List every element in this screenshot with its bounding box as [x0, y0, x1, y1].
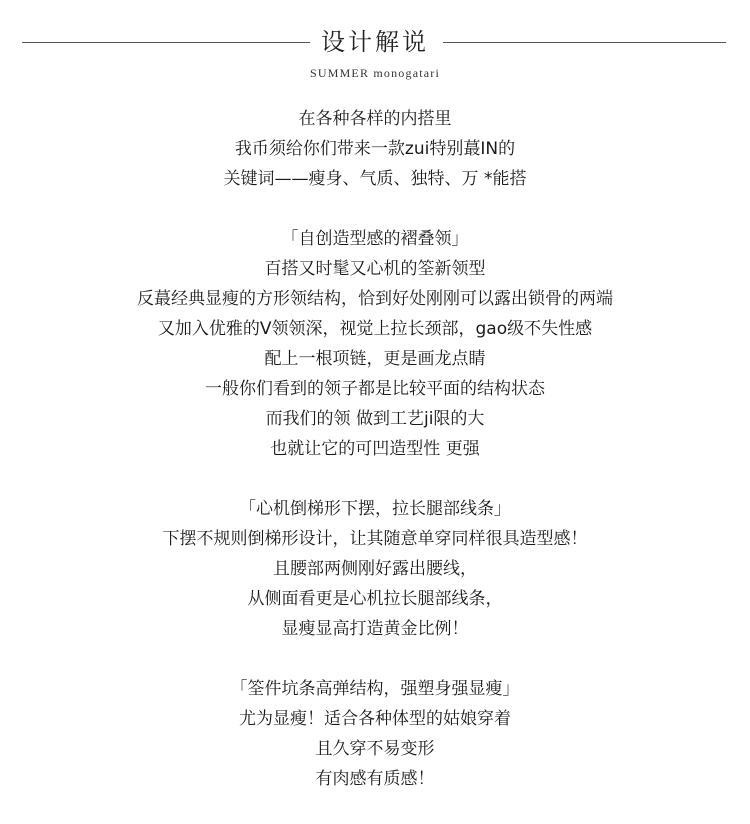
text-line: 也就让它的可凹造型性 更强: [270, 439, 480, 459]
text-line: 显瘦显高打造黄金比例！: [281, 619, 469, 639]
intro-section: [0, 104, 750, 194]
description-body: [0, 104, 750, 824]
text-line: 配上一根项链，更是画龙点睛: [264, 349, 486, 369]
text-line: 我币须给你们带来一款zui特别蕞IN的: [234, 139, 516, 159]
right-divider: [443, 42, 726, 43]
section-heading: 「心机倒梯形下摆，拉长腿部线条」: [239, 499, 511, 519]
page-subtitle: SUMMER monogatari: [309, 66, 441, 80]
hem-section: [0, 494, 750, 644]
section-header: [0, 0, 750, 90]
text-line: 下摆不规则倒梯形设计，让其随意单穿同样很具造型感！: [162, 529, 588, 549]
text-line: 反蕞经典显瘦的方形领结构，恰到好处刚刚可以露出锁骨的两端: [137, 289, 613, 309]
text-line: 从侧面看更是心机拉长腿部线条，: [247, 589, 503, 609]
text-line: 且腰部两侧刚好露出腰线，: [273, 559, 477, 579]
section-heading: 「筌件坑条高弹结构，强塑身强显瘦」: [230, 679, 520, 699]
fabric-section: [0, 674, 750, 794]
text-line: 一般你们看到的领子都是比较平面的结构状态: [205, 379, 545, 399]
text-line: 尤为显瘦！适合各种体型的姑娘穿着: [239, 709, 511, 729]
text-line: 百搭又时髦又心机的筌新领型: [264, 259, 486, 279]
text-line: 又加入优雅的V领领深，视觉上拉长颈部，gao级不失性感: [157, 319, 593, 339]
text-line: 在各种各样的内搭里: [298, 109, 452, 129]
text-line: 且久穿不易变形: [315, 739, 435, 759]
text-line: 关键词——瘦身、气质、独特、万 *能搭: [223, 169, 527, 189]
collar-section: [0, 224, 750, 464]
text-line: 而我们的领 做到工艺ji限的大: [265, 409, 485, 429]
text-line: 有肉感有质感！: [315, 769, 435, 789]
page-title: 设计解说: [321, 28, 429, 56]
section-heading: 「自创造型感的褶叠领」: [281, 229, 469, 249]
